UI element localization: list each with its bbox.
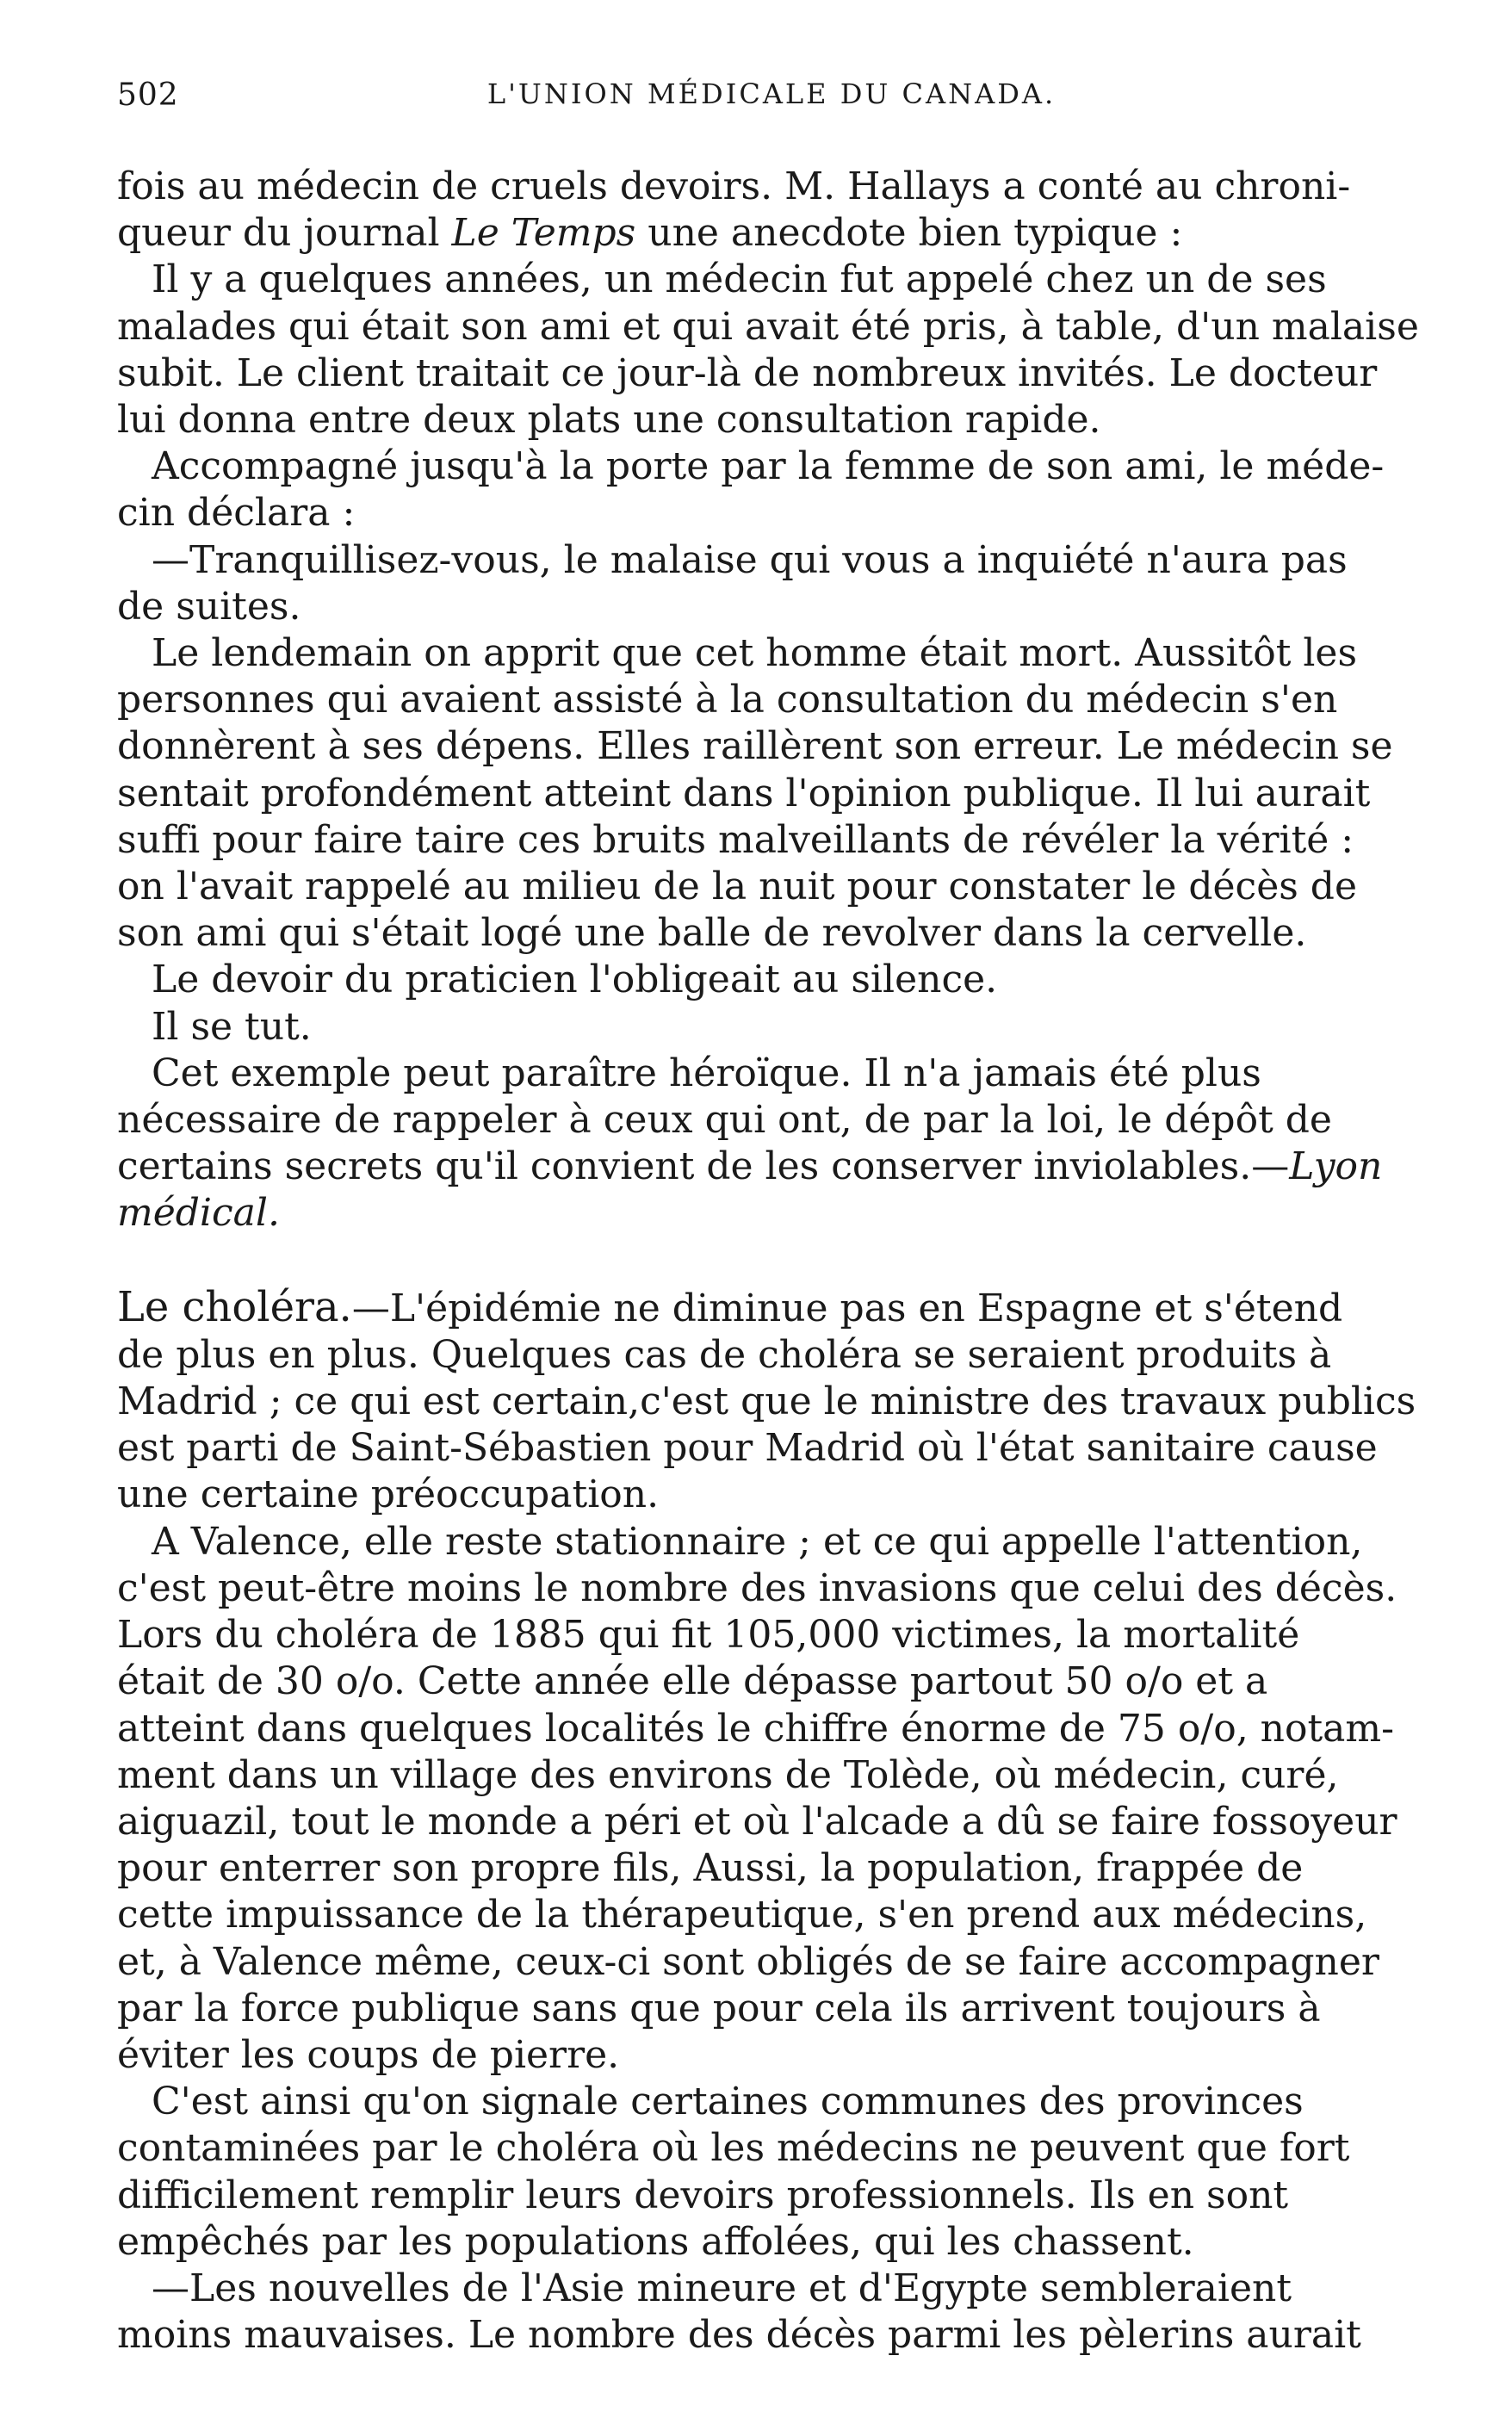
journal-title: L'UNION MÉDICALE DU CANADA. (486, 77, 1057, 110)
page-number: 502 (117, 77, 179, 113)
paragraph: A Valence, elle reste stationnaire ; et ce qui appelle l'attention, c'est peut-être moins le nombre des invasions que celui des décès. Lors du choléra de 1885 qui fit 105,000 victimes, la mortalité était de 30 o/o. Cette année elle dépasse partout 50 o/o et a atteint dans quelques localités le chiffre énorme de 75 o/o, notam- ment dans un village des environs de Tolède, où médecin, curé, aiguazil, tout le monde a péri et où l'alcade a dû se faire fossoyeur pour enterrer son propre fils, Aussi, la population, frappée de cette impuissance de la thérapeutique, s'en prend aux médecins, et, à Valence même, ceux-ci sont obligés de se faire accompagner par la force publique sans que pour cela ils arrivent toujours à éviter les coups de pierre. (117, 1519, 1397, 2077)
article-cholera (117, 1284, 1426, 2359)
newspaper-title: Le Temps (451, 211, 636, 256)
paragraph (117, 1051, 1426, 1237)
paragraph (117, 164, 1426, 257)
document-page (117, 77, 1426, 2359)
paragraph: Le lendemain on apprit que cet homme était mort. Aussitôt les personnes qui avaient assisté à la consultation du médecin s'en donnèrent à ses dépens. Elles raillèrent son erreur. Le médecin se sentait profondément atteint dans l'opinion publique. Il lui aurait suffi pour faire taire ces bruits malveillants de révéler la vérité : on l'avait rappelé au milieu de la nuit pour constater le décès de son ami qui s'était logé une balle de revolver dans la cervelle. (117, 631, 1393, 956)
paragraph (117, 1284, 1426, 1519)
paragraph: C'est ainsi qu'on signale certaines communes des provinces contaminées par le choléra où les médecins ne peuvent que fort difficilement remplir leurs devoirs professionnels. Ils en sont empêchés par les populations affolées, qui les chassent. (117, 2080, 1350, 2264)
section-gap (117, 1237, 1426, 1284)
paragraph: Il y a quelques années, un médecin fut appelé chez un de ses malades qui était son ami et qui avait été pris, à table, d'un malaise subit. Le client traitait ce jour-là de nombreux invités. Le docteur lui donna entre deux plats une consultation rapide. (117, 257, 1419, 443)
paragraph-text: —L'épidémie ne diminue pas en Espagne et s'étend de plus en plus. Quelques cas de choléra se seraient produits à Madrid ; ce qui est certain,c'est que le ministre des travaux publics est parti de Saint-Sébastien pour Madrid où l'état sanitaire cause une certaine préoccupation. (117, 1286, 1416, 1517)
paragraph-text: fois au médecin de cruels devoirs. M. Hallays a conté au chroni- queur du journal (117, 164, 1351, 256)
running-header (117, 77, 1426, 129)
paragraph-text: Cet exemple peut paraître héroïque. Il n'a jamais été plus nécessaire de rappeler à ceux qui ont, de par la loi, le dépôt de certains secrets qu'il convient de les conserver inviolables.— (117, 1051, 1332, 1189)
paragraph: Le devoir du praticien l'obligeait au silence. (152, 958, 998, 1002)
paragraph: —Tranquillisez-vous, le malaise qui vous a inquiété n'aura pas de suites. (117, 537, 1348, 629)
section-heading: Le choléra. (117, 1282, 352, 1331)
paragraph: Il se tut. (152, 1004, 312, 1049)
paragraph-text: une anecdote bien typique : (648, 211, 1183, 256)
source-citation: Lyon médical. (117, 1144, 1383, 1236)
paragraph: —Les nouvelles de l'Asie mineure et d'Egypte sembleraient moins mauvaises. Le nombre des décès parmi les pèlerins aurait (117, 2266, 1361, 2358)
paragraph: Accompagné jusqu'à la porte par la femme de son ami, le méde- cin déclara : (117, 444, 1385, 536)
article-secret-medical (117, 164, 1426, 1237)
